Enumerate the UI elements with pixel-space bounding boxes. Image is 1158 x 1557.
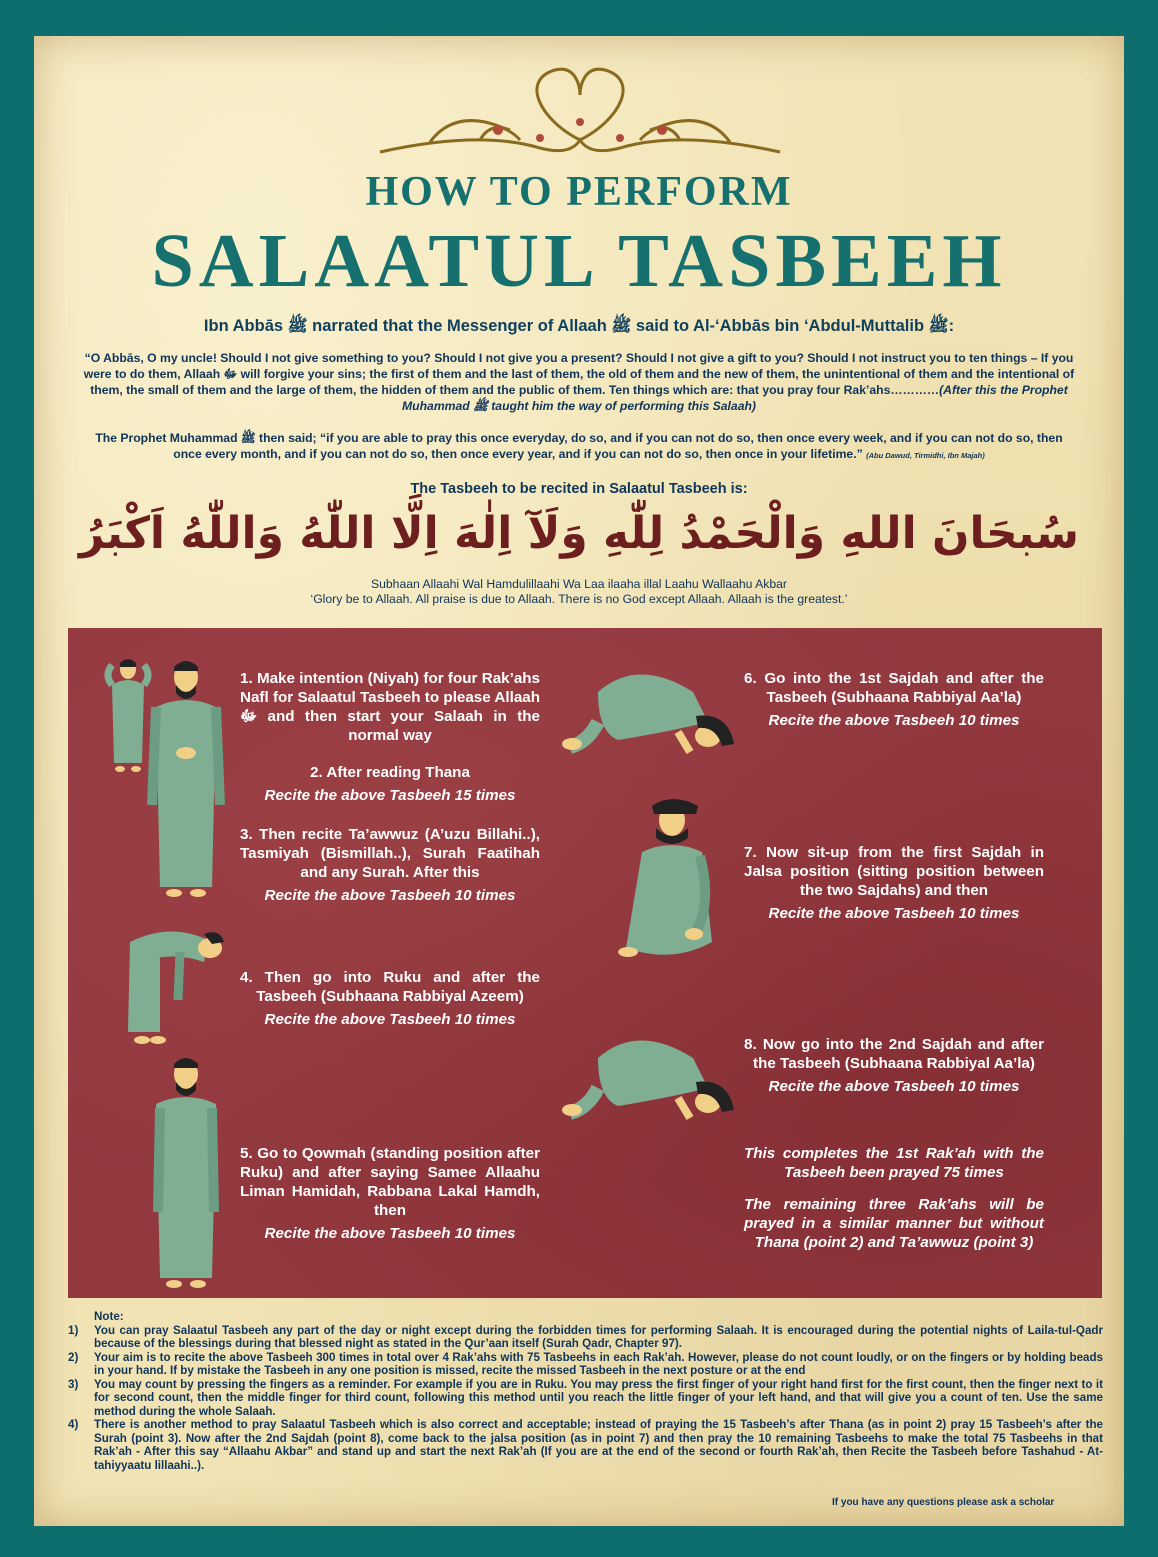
note-number: 3) (68, 1377, 79, 1391)
note-number: 2) (68, 1350, 79, 1364)
step-8-recite: Recite the above Tasbeeh 10 times (768, 1078, 1020, 1095)
hadith-references: (Abu Dawud, Tirmidhi, Ibn Majah) (866, 451, 985, 460)
step-1 (240, 669, 540, 745)
step-5-recite: Recite the above Tasbeeh 10 times (264, 1225, 516, 1242)
jalsa-figure-icon (612, 792, 732, 972)
hadith-quote (80, 350, 1078, 414)
step-6-recite: Recite the above Tasbeeh 10 times (768, 712, 1020, 729)
note-item (68, 1378, 1103, 1419)
title-line-1: HOW TO PERFORM (365, 169, 793, 215)
step-2-text: 2. After reading Thana (310, 764, 470, 781)
step-2 (240, 763, 540, 805)
step-1-text: 1. Make intention (Niyah) for four Rak’ahs Nafl for Salaatul Tasbeeh to please Allaah ﷻ and then start your Salaah in the normal way (240, 670, 540, 744)
ornament-decoration (370, 60, 790, 160)
step-4-recite: Recite the above Tasbeeh 10 times (264, 1011, 516, 1028)
hadith-quote-text: “O Abbās, O my uncle! Should I not give something to you? Should I not give you a present? Should I not give a gift to you? Should I not instruct you to ten things – If you were to do them, Allaah ﷻ will forgive your sins; the first of them and the last of them, the old of them and the new of them, the unintentional of them and the intentional of them, the small of them and the large of them, the hidden of them and the public of them. Ten things which are: that you pray four Rak’ahs………… (83, 351, 1075, 397)
ruku-figure-icon (120, 922, 230, 1052)
tasbeeh-translation-block (0, 577, 1158, 607)
completes-text: This completes the 1st Rak’ah with the Tasbeeh been prayed 75 times (744, 1145, 1044, 1181)
step-8-text: 8. Now go into the 2nd Sajdah and after the Tasbeeh (Subhaana Rabbiyal Aa’la) (744, 1036, 1044, 1072)
note-text: You may count by pressing the fingers as a reminder. For example if you are in Ruku. You may press the first finger of your right hand first for the first count, then the finger next to it for second count, then the middle finger for third count, following this method until you reach the little finger of your left hand, and that will give you a count of ten. Use the same method during the whole Salaah. (94, 1377, 1103, 1418)
step-4-text: 4. Then go into Ruku and after the Tasbeeh (Subhaana Rabbiyal Azeem) (240, 969, 540, 1005)
note-item (68, 1324, 1103, 1351)
narration-line: Ibn Abbās ﷺ narrated that the Messenger of Allaah ﷺ said to Al-‘Abbās bin ‘Abdul-Muttalib ﷺ: (203, 317, 955, 335)
title-line-2: SALAATUL TASBEEH (151, 219, 1007, 303)
step-7-recite: Recite the above Tasbeeh 10 times (768, 905, 1020, 922)
step-4 (240, 968, 540, 1029)
step-3-recite: Recite the above Tasbeeh 10 times (264, 887, 516, 904)
remaining-note (744, 1195, 1044, 1252)
step-5 (240, 1144, 540, 1243)
step-2-recite: Recite the above Tasbeeh 15 times (264, 787, 516, 804)
qowmah-figure-icon (146, 1052, 226, 1292)
prophet-said (80, 430, 1078, 464)
step-6-text: 6. Go into the 1st Sajdah and after the Tasbeeh (Subhaana Rabbiyal Aa’la) (744, 670, 1044, 706)
note-text: There is another method to pray Salaatul Tasbeeh which is also correct and acceptable; instead of praying the 15 Tasbeeh’s after Thana (as in point 2) pray 15 Tasbeeh’s after the Surah (point 3). Now after the 2nd Sajdah (point 8), come back to the jalsa position (as in point 7) and then pray the 10 remaining Tasbeehs to make the total 75 Tasbeehs in that Rak’ah - After this say “Allaahu Akbar” and stand up and start the next Rak’ah (If you are at the end of the second or fourth Rak’ah, then Recite the Tasbeeh before Tashahud - At-tahiyyaatu lillaahi..). (94, 1418, 1103, 1472)
completes-note (744, 1144, 1044, 1182)
step-3 (240, 825, 540, 905)
note-item (68, 1351, 1103, 1378)
notes-heading: Note: (94, 1310, 124, 1323)
tasbeeh-transliteration: Subhaan Allaahi Wal Hamdulillaahi Wa Laa ilaaha illal Laahu Wallaahu Akbar (371, 577, 787, 591)
footer-note: If you have any questions please ask a scholar (832, 1497, 1055, 1508)
step-3-text: 3. Then recite Ta’awwuz (A’uzu Billahi..), Tasmiyah (Bismillah..), Surah Faatihah and any Surah. After this (240, 826, 540, 881)
tasbeeh-arabic: سُبحَانَ اللهِ وَالْحَمْدُ لِلّٰهِ وَلَآ اِلٰهَ اِلَّا اللّٰهُ وَاللّٰهُ اَكْبَرُ (79, 508, 1079, 559)
step-6 (744, 669, 1044, 730)
hadith-quote-italic: (After this the Prophet Muhammad ﷺ taught him the way of performing this Salaah) (402, 383, 1068, 413)
step-8 (744, 1035, 1044, 1096)
sajdah-1-figure-icon (558, 662, 738, 762)
note-number: 1) (68, 1323, 79, 1337)
note-text: Your aim is to recite the above Tasbeeh 300 times in total over 4 Rak’ahs with 75 Tasbeehs in each Rak’ah. However, please do not count loudly, or on the fingers or by holding beads in your hand. If by mistake the Tasbeeh in any one position is missed, recite the missed Tasbeeh in the next posture or at the end (94, 1350, 1103, 1377)
tasbeeh-translation: ‘Glory be to Allaah. All praise is due to Allaah. There is no God except Allaah. Allaah is the greatest.’ (310, 592, 848, 606)
note-item (68, 1418, 1103, 1472)
notes-section (68, 1310, 1103, 1472)
tasbeeh-heading: The Tasbeeh to be recited in Salaatul Tasbeeh is: (410, 481, 748, 497)
step-7-text: 7. Now sit-up from the first Sajdah in Jalsa position (sitting position between the two Sajdahs) and then (744, 844, 1044, 899)
step-5-text: 5. Go to Qowmah (standing position after Ruku) and after saying Samee Allaahu Liman Hamidah, Rabbana Lakal Hamdh, then (240, 1145, 540, 1219)
prophet-said-text: The Prophet Muhammad ﷺ then said; “if you are able to pray this once everyday, do so, and if you can not do so, then once every week, and if you can not do so, then once every month, and if you can not do so, then once every year, and if you can not do so, then once in your lifetime.” (95, 431, 1063, 461)
note-number: 4) (68, 1418, 79, 1431)
step-7 (744, 843, 1044, 923)
remaining-text: The remaining three Rak’ahs will be prayed in a similar manner but without Thana (point 2) and Ta’awwuz (point 3) (744, 1196, 1044, 1251)
qiyam-figure-icon (146, 655, 226, 900)
note-text: You can pray Salaatul Tasbeeh any part of the day or night except during the forbidden times for performing Salaah. It is encouraged during the potential nights of Laila-tul-Qadr because of the blessings during that blessed night as stated in the Qur’aan itself (Surah Qadr, Chapter 97). (94, 1323, 1103, 1350)
sajdah-2-figure-icon (558, 1028, 738, 1128)
